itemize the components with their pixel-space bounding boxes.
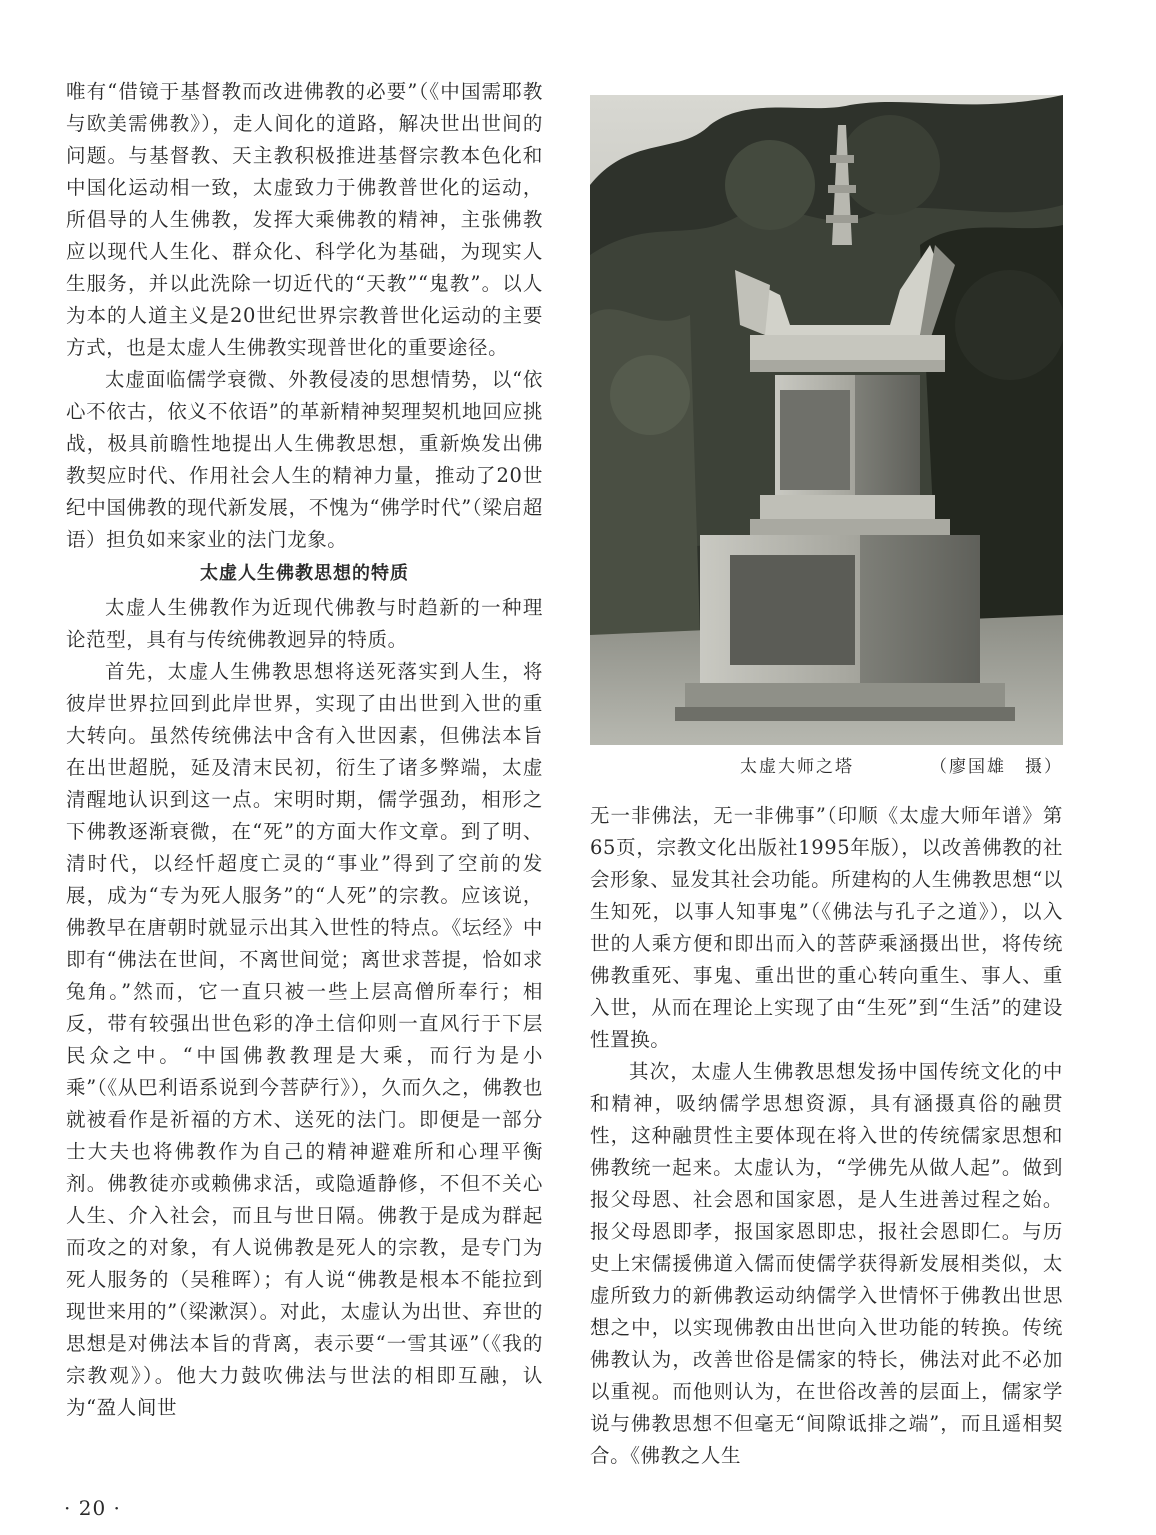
- left-text-column: [66, 76, 543, 1424]
- caption-title: 太虚大师之塔: [740, 757, 854, 777]
- photo-caption: [590, 752, 1063, 780]
- paragraph: 无一非佛法，无一非佛事”（印顺《太虚大师年谱》第65页，宗教文化出版社1995年版），以改善佛教的社会形象、显发其社会功能。所建构的人生佛教思想“以生知死，以事人知事鬼”（《佛法与孔子之道》），以入世的人乘方便和即出而入的菩萨乘涵摄出世，将传统佛教重死、事鬼、重出世的重心转向重生、事人、重入世，从而在理论上实现了由“生死”到“生活”的建设性置换。: [590, 804, 1063, 1051]
- paragraph: 首先，太虚人生佛教思想将送死落实到人生，将彼岸世界拉回到此岸世界，实现了由出世到入世的重大转向。虽然传统佛法中含有入世因素，但佛法本旨在出世超脱，延及清末民初，衍生了诸多弊端，太虚清醒地认识到这一点。宋明时期，儒学强劲，相形之下佛教逐渐衰微，在“死”的方面大作文章。到了明、清时代，以经忏超度亡灵的“事业”得到了空前的发展，成为“专为死人服务”的“人死”的宗教。应该说，佛教早在唐朝时就显示出其入世性的特点。《坛经》中即有“佛法在世间，不离世间觉；离世求菩提，恰如求兔角。”然而，它一直只被一些上层高僧所奉行；相反，带有较强出世色彩的净土信仰则一直风行于下层民众之中。“中国佛教教理是大乘，而行为是小乘”（《从巴利语系说到今菩萨行》），久而久之，佛教也就被看作是祈福的方术、送死的法门。即便是一部分士大夫也将佛教作为自己的精神避难所和心理平衡剂。佛教徒亦或赖佛求活，或隐遁静修，不但不关心人生、介入社会，而且与世日隔。佛教于是成为群起而攻之的对象，有人说佛教是死人的宗教，是专门为死人服务的（吴稚晖）；有人说“佛教是根本不能拉到现世来用的”（梁漱溟）。对此，太虚认为出世、弃世的思想是对佛法本旨的背离，表示要“一雪其诬”（《我的宗教观》）。他大力鼓吹佛法与世法的相即互融，认为“盈人间世: [66, 660, 543, 1419]
- right-text-column: [590, 800, 1063, 1472]
- paragraph: 太虚人生佛教作为近现代佛教与时趋新的一种理论范型，具有与传统佛教迥异的特质。: [66, 596, 543, 651]
- paragraph: 太虚面临儒学衰微、外教侵凌的思想情势，以“依心不依古，依义不依语”的革新精神契理契机地回应挑战，极具前瞻性地提出人生佛教思想，重新焕发出佛教契应时代、作用社会人生的精神力量，推动了20世纪中国佛教的现代新发展，不愧为“佛学时代”（梁启超语）担负如来家业的法门龙象。: [66, 368, 543, 551]
- paragraph: 唯有“借镜于基督教而改进佛教的必要”（《中国需耶教与欧美需佛教》），走人间化的道路，解决世出世间的问题。与基督教、天主教积极推进基督宗教本色化和中国化运动相一致，太虚致力于佛教普世化的运动，所倡导的人生佛教，发挥大乘佛教的精神，主张佛教应以现代人生化、群众化、科学化为基础，为现实人生服务，并以此洗除一切近代的“天教”“鬼教”。以人为本的人道主义是20世纪世界宗教普世化运动的主要方式，也是太虚人生佛教实现普世化的重要途径。: [66, 80, 543, 359]
- caption-credit: （廖国雄 摄）: [930, 757, 1063, 777]
- page-number: · 20 ·: [64, 1496, 121, 1520]
- section-heading: 太虚人生佛教思想的特质: [200, 563, 409, 584]
- pagoda-photo: [590, 95, 1063, 745]
- paragraph: 其次，太虚人生佛教思想发扬中国传统文化的中和精神，吸纳儒学思想资源，具有涵摄真俗的融贯性，这种融贯性主要体现在将入世的传统儒家思想和佛教统一起来。太虚认为，“学佛先从做人起”。做到报父母恩、社会恩和国家恩，是人生进善过程之始。报父母恩即孝，报国家恩即忠，报社会恩即仁。与历史上宋儒援佛道入儒而使儒学获得新发展相类似，太虚所致力的新佛教运动纳儒学入世情怀于佛教出世思想之中，以实现佛教由出世向入世功能的转换。传统佛教认为，改善世俗是儒家的特长，佛法对此不必加以重视。而他则认为，在世俗改善的层面上，儒家学说与佛教思想不但毫无“间隙诋排之端”，而且遥相契合。《佛教之人生: [590, 1060, 1063, 1467]
